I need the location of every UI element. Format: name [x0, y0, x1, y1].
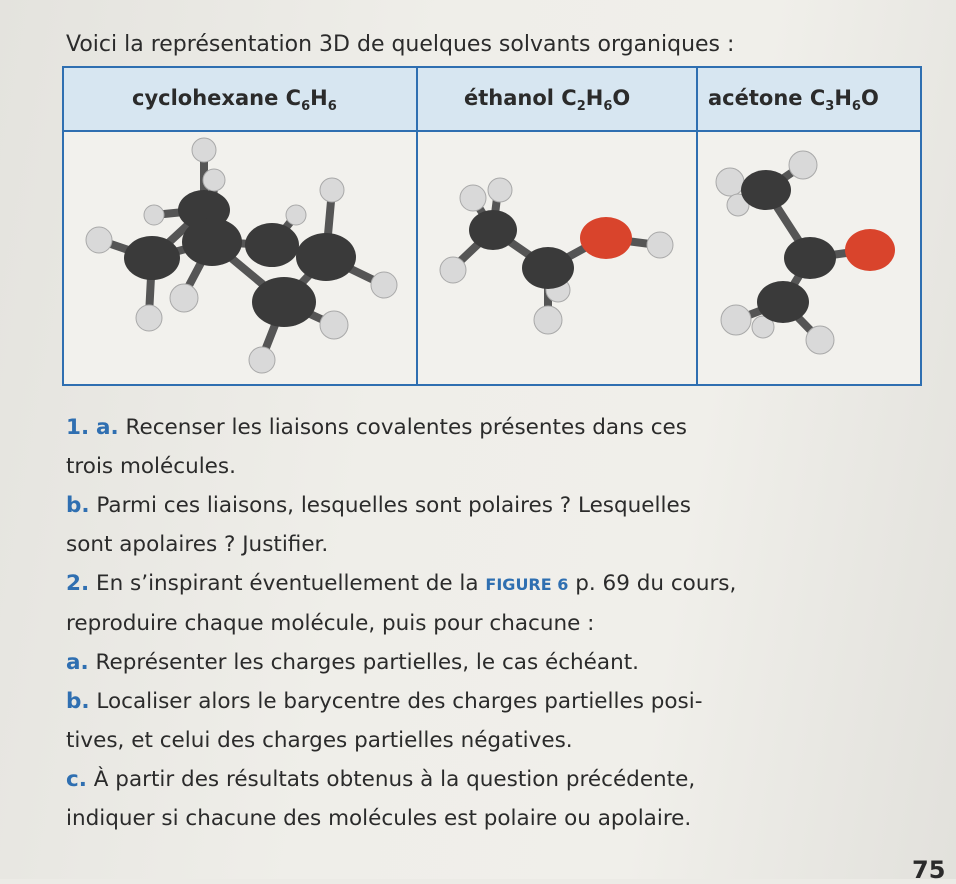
- question-2-cont: reproduire chaque molécule, puis pour chacune :: [66, 611, 595, 636]
- header-acetone: acétone $C_3H_6O$: [708, 86, 879, 115]
- acetone-model: [698, 130, 920, 384]
- question-2c-cont: indiquer si chacune des molécules est polaire ou apolaire.: [66, 806, 692, 831]
- cyclohexane-model: [64, 130, 416, 384]
- question-2b: b. Localiser alors le barycentre des charges partielles posi-: [66, 689, 703, 714]
- question-1a-cont: trois molécules.: [66, 454, 236, 479]
- question-1a: 1. a. Recenser les liaisons covalentes présentes dans ces: [66, 415, 687, 440]
- page-number: 75: [912, 856, 946, 884]
- header-ethanol: éthanol $C_2H_6O$: [464, 86, 631, 115]
- molecule-table: [62, 66, 922, 386]
- question-1b-cont: sont apolaires ? Justifier.: [66, 532, 329, 557]
- intro-text: Voici la représentation 3D de quelques solvants organiques :: [66, 32, 735, 57]
- question-2: 2. En s’inspirant éventuellement de la FIGURE 6 p. 69 du cours,: [66, 571, 737, 596]
- ethanol-model: [418, 130, 696, 384]
- question-1b: b. Parmi ces liaisons, lesquelles sont polaires ? Lesquelles: [66, 493, 691, 518]
- header-cyclohexane: cyclohexane $C_6H_6$: [132, 86, 337, 115]
- question-2c: c. À partir des résultats obtenus à la question précédente,: [66, 767, 696, 792]
- questions: [66, 408, 886, 838]
- figure-reference: FIGURE 6: [485, 575, 569, 594]
- question-2a: a. Représenter les charges partielles, le cas échéant.: [66, 650, 639, 675]
- question-2b-cont: tives, et celui des charges partielles négatives.: [66, 728, 573, 753]
